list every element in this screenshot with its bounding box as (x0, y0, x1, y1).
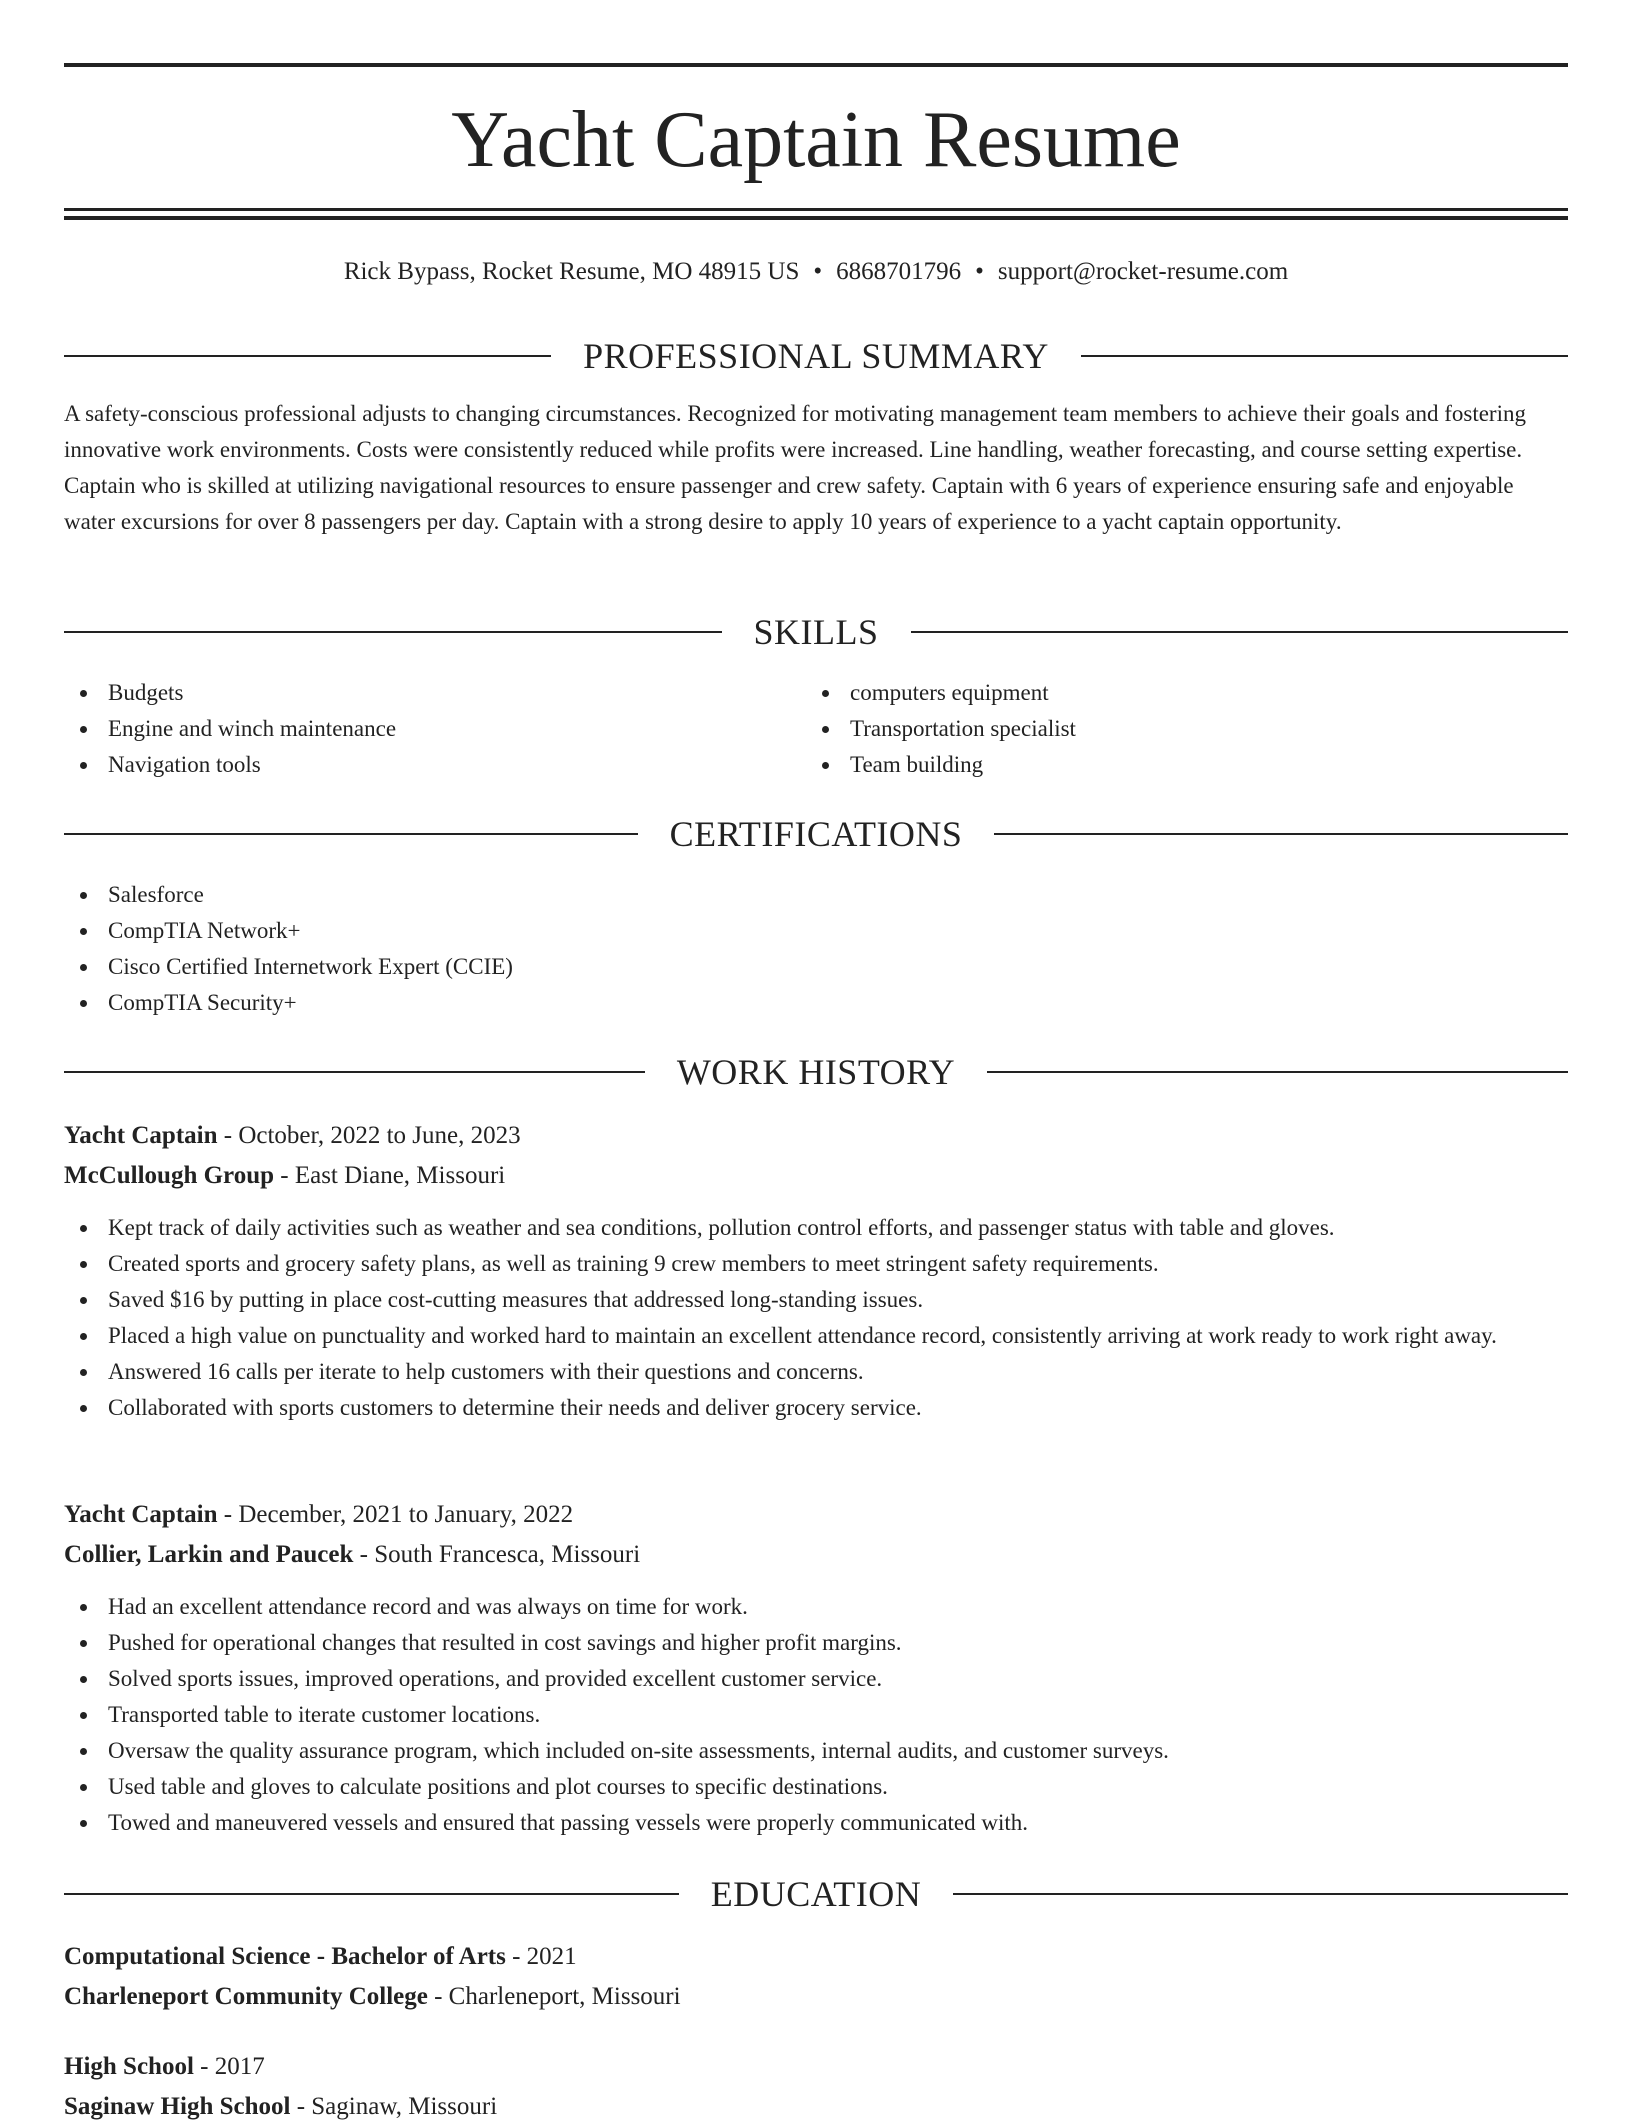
skill-item: Transportation specialist (806, 711, 1546, 747)
contact-line (64, 252, 1568, 292)
education-degree-line (64, 2047, 1568, 2087)
contact-address: Rick Bypass, Rocket Resume, MO 48915 US (343, 258, 800, 285)
job-company: Collier, Larkin and Paucek (64, 1541, 354, 1568)
education-degree: Computational Science - Bachelor of Arts (64, 1943, 506, 1970)
certifications-block (64, 877, 1568, 1021)
divider-line (1081, 355, 1568, 357)
section-title: SKILLS (753, 612, 879, 652)
section-header-certifications (64, 812, 1568, 856)
education-school-line (64, 1977, 1568, 2017)
job-title: Yacht Captain (64, 1122, 218, 1149)
job-duty-item: Pushed for operational changes that resulted in cost savings and higher profit margins. (64, 1625, 1568, 1661)
job-duty-item: Towed and maneuvered vessels and ensured that passing vessels were properly communicated with. (64, 1805, 1568, 1841)
education-year: - 2021 (505, 1943, 577, 1970)
job-duty-item: Used table and gloves to calculate positions and plot courses to specific destinations. (64, 1769, 1568, 1805)
certification-item: Cisco Certified Internetwork Expert (CCIE) (64, 949, 1568, 985)
job-location: - South Francesca, Missouri (353, 1541, 641, 1568)
job-duty-item: Saved $16 by putting in place cost-cutting measures that addressed long-standing issues. (64, 1282, 1568, 1318)
education-year: - 2017 (193, 2053, 265, 2080)
job-duty-item: Transported table to iterate customer locations. (64, 1697, 1568, 1733)
divider-line (64, 1893, 679, 1895)
divider-line (64, 355, 551, 357)
job-duty-item: Kept track of daily activities such as weather and sea conditions, pollution control efforts, and passenger status with table and gloves. (64, 1210, 1568, 1246)
job-duty-item: Had an excellent attendance record and was always on time for work. (64, 1589, 1568, 1625)
section-title: PROFESSIONAL SUMMARY (583, 336, 1049, 376)
job-duty-item: Collaborated with sports customers to determine their needs and deliver grocery service. (64, 1390, 1568, 1426)
divider-line (64, 631, 722, 633)
divider-line (953, 1893, 1568, 1895)
skills-column-left (64, 675, 804, 783)
job-duties-list (64, 1210, 1568, 1426)
skill-item: Navigation tools (64, 747, 804, 783)
job-duties-list (64, 1589, 1568, 1841)
job-company: McCullough Group (64, 1162, 274, 1189)
divider-line (64, 1071, 645, 1073)
title-double-rule (64, 208, 1568, 220)
education-location: - Charleneport, Missouri (427, 1983, 681, 2010)
job-title-line (64, 1495, 1568, 1535)
job-dates: - December, 2021 to January, 2022 (217, 1501, 574, 1528)
section-header-education (64, 1872, 1568, 1916)
skills-column-right (806, 675, 1546, 783)
divider-line (64, 833, 638, 835)
divider-line (994, 833, 1568, 835)
skill-item: Team building (806, 747, 1546, 783)
resume-title: Yacht Captain Resume (451, 96, 1181, 184)
skills-list (64, 675, 804, 783)
contact-separator: • (813, 258, 823, 285)
job-title: Yacht Captain (64, 1501, 218, 1528)
section-header-summary (64, 334, 1568, 378)
job-duty-item: Placed a high value on punctuality and worked hard to maintain an excellent attendance record, consistently arriving at work ready to work right away. (64, 1318, 1568, 1354)
section-title: CERTIFICATIONS (669, 814, 963, 854)
skill-item: Engine and winch maintenance (64, 711, 804, 747)
certification-item: Salesforce (64, 877, 1568, 913)
divider-line (987, 1071, 1568, 1073)
section-title: EDUCATION (710, 1874, 922, 1914)
section-header-skills (64, 610, 1568, 654)
skills-list (806, 675, 1546, 783)
education-school: Saginaw High School (64, 2093, 291, 2120)
education-degree-line (64, 1937, 1568, 1977)
job-title-line (64, 1116, 1568, 1156)
contact-separator: • (975, 258, 984, 285)
education-school-line (64, 2087, 1568, 2127)
education-location: - Saginaw, Missouri (290, 2093, 498, 2120)
section-title: WORK HISTORY (676, 1052, 956, 1092)
job-duty-item: Answered 16 calls per iterate to help customers with their questions and concerns. (64, 1354, 1568, 1390)
certification-item: CompTIA Network+ (64, 913, 1568, 949)
education-school: Charleneport Community College (64, 1983, 428, 2010)
certification-item: CompTIA Security+ (64, 985, 1568, 1021)
job-dates: - October, 2022 to June, 2023 (217, 1122, 521, 1149)
job-location: - East Diane, Missouri (274, 1162, 506, 1189)
job-duties (64, 1210, 1568, 1426)
job-duties (64, 1589, 1568, 1841)
skill-item: computers equipment (806, 675, 1546, 711)
contact-email: support@rocket-resume.com (997, 258, 1289, 285)
job-duty-item: Oversaw the quality assurance program, which included on-site assessments, internal audits, and customer surveys. (64, 1733, 1568, 1769)
job-company-line (64, 1535, 1568, 1575)
job-duty-item: Created sports and grocery safety plans, as well as training 9 crew members to meet stringent safety requirements. (64, 1246, 1568, 1282)
divider-line (911, 631, 1569, 633)
summary-text: A safety-conscious professional adjusts to changing circumstances. Recognized for motivating management team members to achieve their goals and fostering innovative work environments. Costs were consistently reduced while profits were increased. Line handling, weather forecasting, and course setting expertise. Captain who is skilled at utilizing navigational resources to ensure passenger and crew safety. Captain with 6 years of experience ensuring safe and enjoyable water excursions for over 8 passengers per day. Captain with a strong desire to apply 10 years of experience to a yacht captain opportunity. (64, 401, 1526, 534)
top-rule (64, 63, 1568, 67)
contact-phone: 6868701796 (836, 258, 962, 285)
section-header-work (64, 1050, 1568, 1094)
skill-item: Budgets (64, 675, 804, 711)
certifications-list (64, 877, 1568, 1021)
job-duty-item: Solved sports issues, improved operations, and provided excellent customer service. (64, 1661, 1568, 1697)
education-degree: High School (64, 2053, 194, 2080)
job-company-line (64, 1156, 1568, 1196)
